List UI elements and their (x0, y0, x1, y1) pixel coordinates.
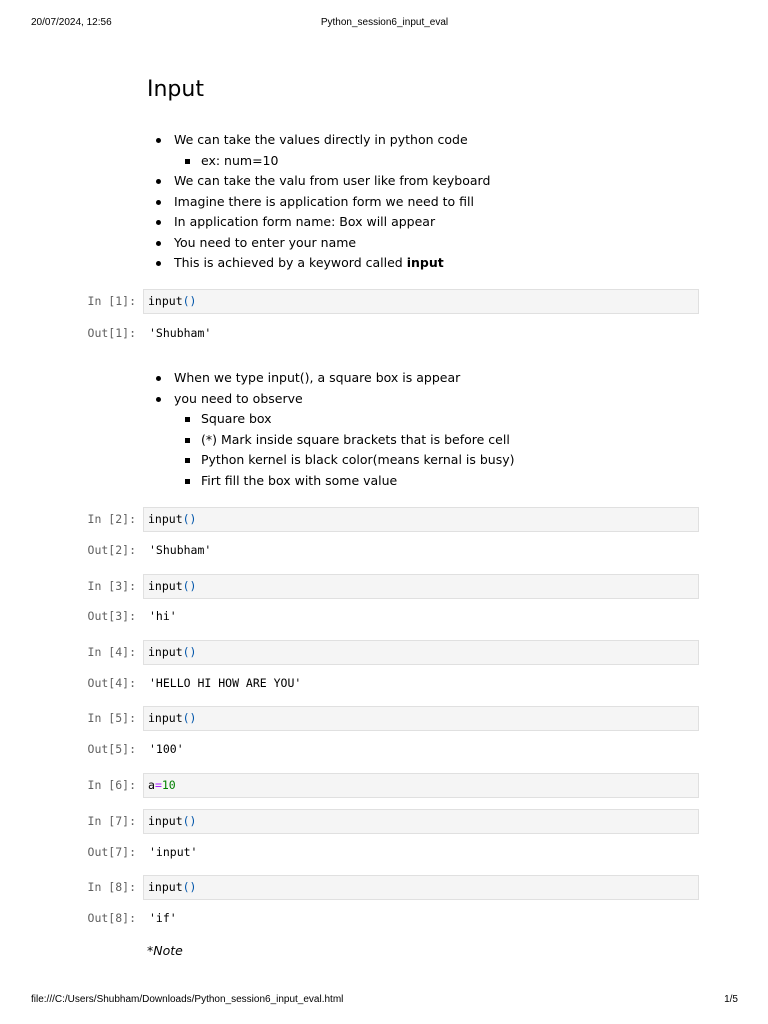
code-cell[interactable] (143, 875, 699, 900)
code-cell[interactable] (143, 574, 699, 599)
sub-list-item (147, 151, 707, 172)
print-datetime: 20/07/2024, 12:56 (31, 17, 112, 28)
code-paren: () (182, 711, 197, 725)
list-item (147, 233, 707, 254)
list-item (147, 212, 707, 233)
sub-list-item-text: Square box (201, 411, 272, 426)
out-prompt: Out[8]: (87, 911, 136, 925)
list-item (147, 389, 707, 410)
in-prompt: In [2]: (87, 512, 136, 526)
code-paren: () (182, 645, 197, 659)
code-builtin: input (148, 512, 183, 526)
out-prompt: Out[2]: (87, 543, 136, 557)
list-item-text: Imagine there is application form we need to fill (174, 193, 474, 209)
code-variable: a (148, 778, 155, 792)
code-cell[interactable] (143, 640, 699, 665)
code-cell[interactable] (143, 809, 699, 834)
code-builtin: input (148, 814, 183, 828)
input-keyword: input (406, 255, 444, 270)
cell-output: '100' (149, 742, 184, 756)
code-builtin: input (148, 645, 183, 659)
cell-output: 'Shubham' (149, 543, 212, 557)
sub-list-item-text: ex: num=10 (201, 152, 279, 168)
out-prompt: Out[7]: (87, 845, 136, 859)
in-prompt: In [1]: (87, 294, 136, 308)
code-builtin: input (148, 880, 183, 894)
in-prompt: In [4]: (87, 645, 136, 659)
list-item-text: You need to enter your name (174, 234, 357, 250)
out-prompt: Out[4]: (87, 676, 136, 690)
code-paren: () (182, 512, 197, 526)
code-operator: = (154, 778, 162, 792)
code-paren: () (182, 880, 197, 894)
sub-list-item (147, 471, 707, 492)
cell-output: 'input' (149, 845, 198, 859)
sub-list-item (147, 409, 707, 430)
list-item (147, 130, 707, 151)
code-builtin: input (148, 294, 183, 308)
note-text: *Note (147, 943, 183, 958)
list-item-text: When we type input(), a square box is appear (174, 370, 461, 385)
out-prompt: Out[5]: (87, 742, 136, 756)
code-paren: () (182, 579, 197, 593)
list-item-text: you need to observe (174, 390, 303, 406)
code-cell[interactable] (143, 706, 699, 731)
sub-list-item-text: Python kernel is black color(means kernal is busy) (201, 452, 515, 467)
cell-output: 'hi' (149, 609, 177, 623)
print-page-number: 1/5 (724, 994, 738, 1005)
code-cell[interactable] (143, 507, 699, 532)
code-number: 10 (161, 778, 176, 792)
list-item (147, 171, 707, 192)
out-prompt: Out[1]: (87, 326, 136, 340)
code-builtin: input (148, 711, 183, 725)
in-prompt: In [5]: (87, 711, 136, 725)
print-header (31, 17, 738, 31)
list-item (147, 368, 707, 389)
print-footer (31, 994, 738, 1008)
out-prompt: Out[3]: (87, 609, 136, 623)
code-builtin: input (148, 579, 183, 593)
sub-list-item-text: Firt fill the box with some value (201, 472, 398, 488)
list-item-text: We can take the values directly in python code (174, 132, 468, 147)
print-file-path: file:///C:/Users/Shubham/Downloads/Python_session6_input_eval.html (31, 994, 344, 1005)
cell-output: 'HELLO HI HOW ARE YOU' (149, 676, 302, 690)
in-prompt: In [6]: (87, 778, 136, 792)
in-prompt: In [8]: (87, 880, 136, 894)
in-prompt: In [3]: (87, 579, 136, 593)
code-cell[interactable] (143, 289, 699, 314)
code-paren: () (182, 814, 197, 828)
code-cell[interactable] (143, 773, 699, 798)
list-item-text: In application form name: Box will appear (174, 214, 436, 229)
sub-list-item-text: (*) Mark inside square brackets that is before cell (201, 431, 510, 447)
code-paren: () (182, 294, 197, 308)
in-prompt: In [7]: (87, 814, 136, 828)
list-item-text: We can take the valu from user like from keyboard (174, 173, 491, 188)
sub-list-item (147, 450, 707, 471)
cell-output: 'if' (149, 911, 177, 925)
markdown-list-intro (147, 130, 707, 274)
sub-list-item (147, 430, 707, 451)
print-title: Python_session6_input_eval (320, 17, 449, 28)
list-item-text: This is achieved by a keyword called (174, 255, 407, 270)
list-item (147, 253, 707, 274)
markdown-list-observe (147, 368, 707, 491)
list-item (147, 192, 707, 213)
cell-output: 'Shubham' (149, 326, 212, 340)
page-title: Input (147, 77, 204, 102)
